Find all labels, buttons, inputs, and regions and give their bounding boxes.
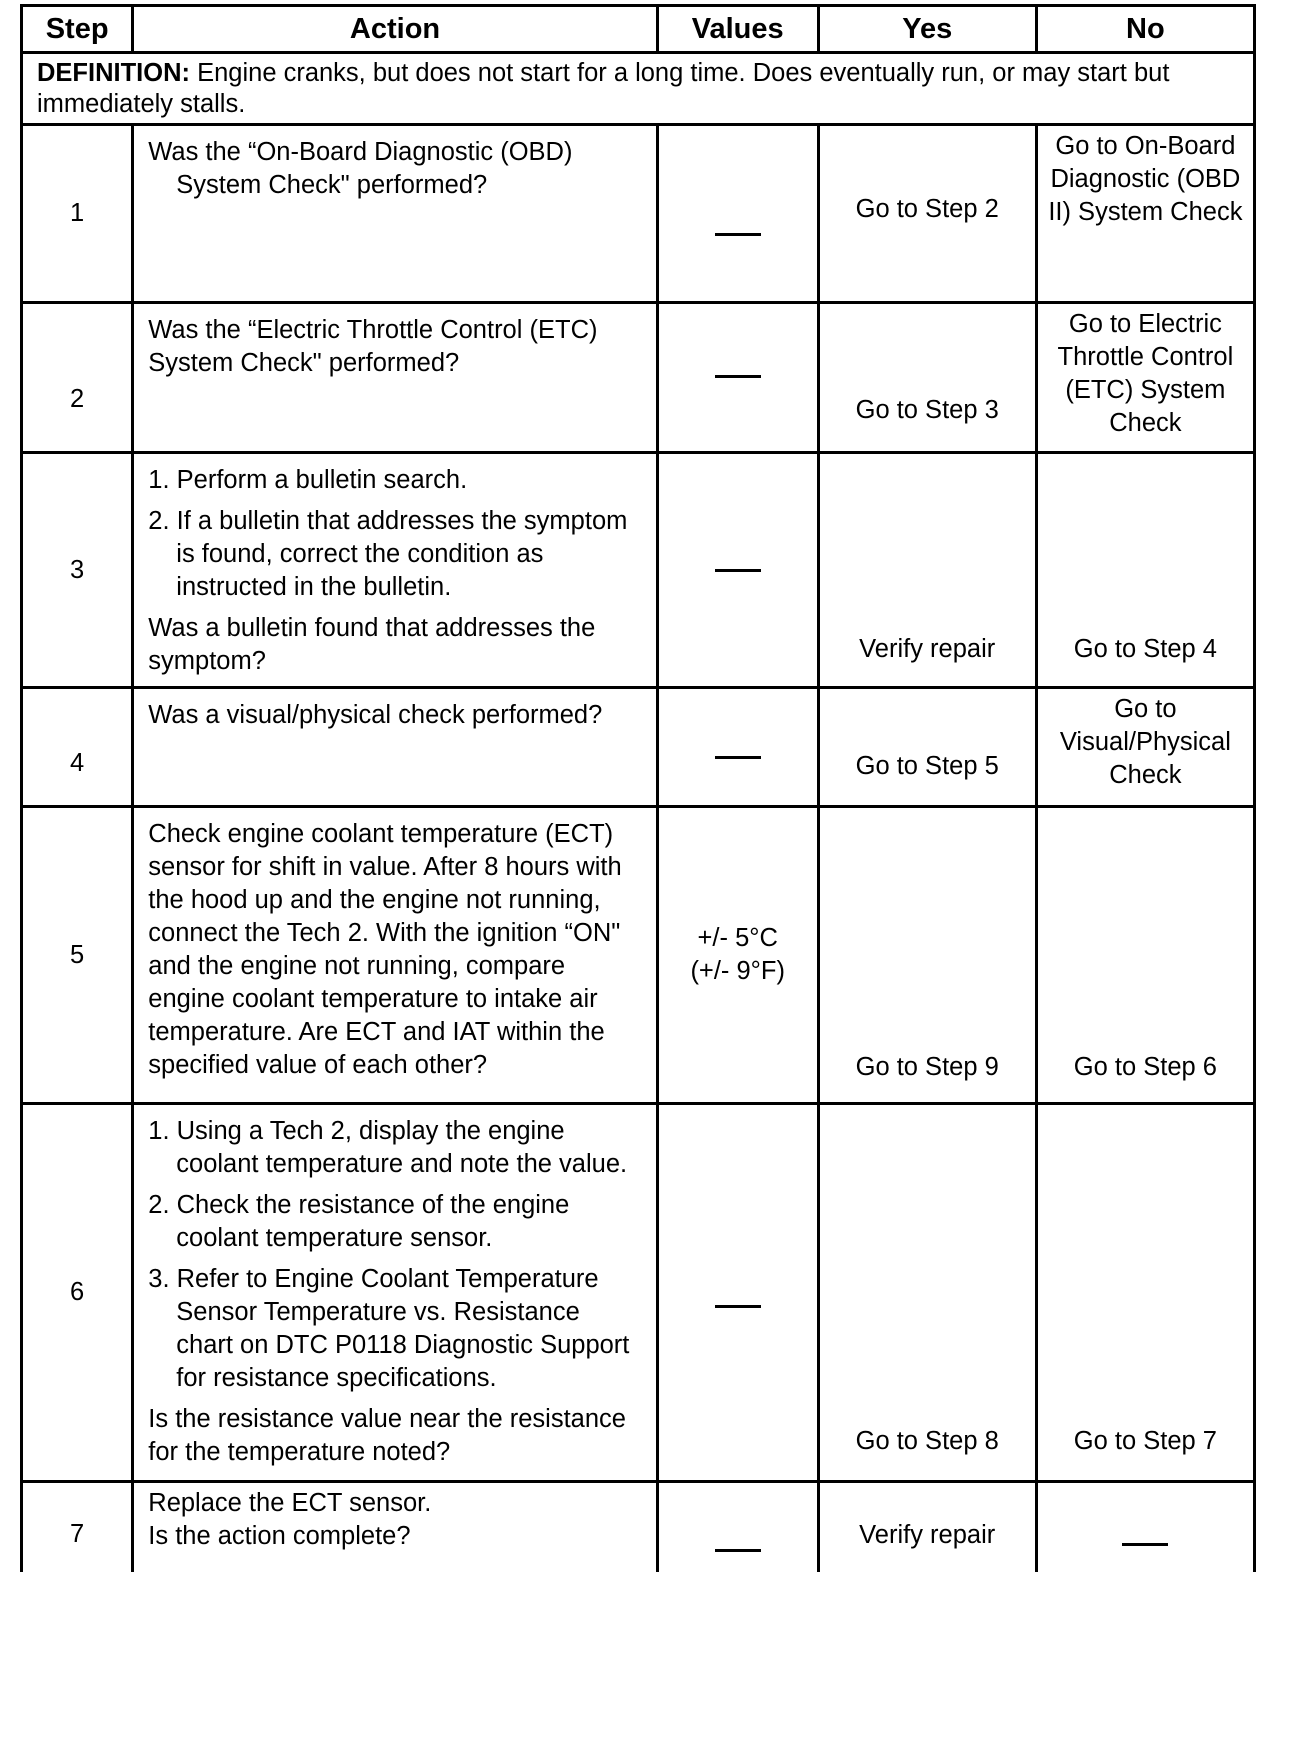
action-text: Was the “Electric Throttle Control (ETC) System Check" performed? — [133, 303, 657, 453]
step-number: 2 — [22, 303, 133, 453]
action-text: Replace the ECT sensor. — [148, 1489, 432, 1517]
list-item-text: 2. Check the resistance of the engine coolant temperature sensor. — [148, 1191, 570, 1252]
values-cell — [657, 453, 818, 688]
table-row — [22, 453, 1255, 688]
list-item — [148, 1263, 641, 1395]
yes-cell: Verify repair — [818, 1482, 1036, 1572]
action-question: Is the resistance value near the resistance for the temperature noted? — [148, 1405, 626, 1466]
no-cell — [1036, 1482, 1254, 1572]
step-number: 3 — [22, 453, 133, 688]
action-text: Is the action complete? — [148, 1522, 411, 1550]
values-text: +/- 5°C — [697, 924, 778, 952]
header-no: No — [1036, 6, 1254, 53]
action-cell — [133, 453, 657, 688]
step-number: 7 — [22, 1482, 133, 1572]
values-cell — [657, 1482, 818, 1572]
yes-cell: Verify repair — [818, 453, 1036, 688]
action-text: Check engine coolant temperature (ECT) sensor for shift in value. After 8 hours with the hood up and the engine not running, connect the Tech 2. With the ignition “ON" and the engine not running, compare engine coolant temperature to intake air temperature. Are ECT and IAT within the specified value of each other? — [133, 807, 657, 1104]
no-cell: Go to Step 4 — [1036, 453, 1254, 688]
action-cell — [133, 1104, 657, 1482]
dash-mark — [715, 1305, 761, 1308]
diagnostic-table-frame — [20, 4, 1256, 1572]
definition-cell — [22, 53, 1255, 125]
list-item — [148, 1115, 641, 1181]
values-cell — [657, 807, 818, 1104]
table-row — [22, 807, 1255, 1104]
header-action: Action — [133, 6, 657, 53]
header-step: Step — [22, 6, 133, 53]
yes-cell: Go to Step 2 — [818, 125, 1036, 303]
values-text: (+/- 9°F) — [690, 957, 785, 985]
header-yes: Yes — [818, 6, 1036, 53]
step-number: 4 — [22, 688, 133, 807]
table-row — [22, 1482, 1255, 1572]
values-cell — [657, 1104, 818, 1482]
yes-cell: Go to Step 3 — [818, 303, 1036, 453]
no-cell: Go to On-Board Diagnostic (OBD II) System Check — [1036, 125, 1254, 303]
dash-mark — [1122, 1543, 1168, 1546]
values-cell — [657, 303, 818, 453]
yes-cell: Go to Step 5 — [818, 688, 1036, 807]
no-cell: Go to Visual/Physical Check — [1036, 688, 1254, 807]
table-row — [22, 125, 1255, 303]
dash-mark — [715, 1549, 761, 1552]
dash-mark — [715, 375, 761, 378]
values-cell — [657, 125, 818, 303]
step-number: 1 — [22, 125, 133, 303]
table-row — [22, 688, 1255, 807]
list-item-text: 1. Using a Tech 2, display the engine coolant temperature and note the value. — [148, 1117, 628, 1178]
no-cell: Go to Step 7 — [1036, 1104, 1254, 1482]
list-item-text: 3. Refer to Engine Coolant Temperature Sensor Temperature vs. Resistance chart on DTC P0118 Diagnostic Support for resistance specifications. — [148, 1265, 630, 1392]
diagnostic-table — [20, 4, 1256, 1572]
list-item — [148, 1189, 641, 1255]
list-item-text: 1. Perform a bulletin search. — [148, 466, 468, 494]
no-cell: Go to Step 6 — [1036, 807, 1254, 1104]
list-item — [148, 464, 641, 497]
action-question: Was a bulletin found that addresses the symptom? — [148, 614, 596, 675]
values-cell — [657, 688, 818, 807]
list-item-text: 2. If a bulletin that addresses the symptom is found, correct the condition as instructed in the bulletin. — [148, 507, 628, 601]
definition-text: Engine cranks, but does not start for a long time. Does eventually run, or may start but immediately stalls. — [37, 59, 1170, 118]
dash-mark — [715, 756, 761, 759]
action-steps — [148, 1115, 641, 1395]
definition-row — [22, 53, 1255, 125]
no-cell: Go to Electric Throttle Control (ETC) System Check — [1036, 303, 1254, 453]
dash-mark — [715, 569, 761, 572]
step-number: 5 — [22, 807, 133, 1104]
action-text: Was a visual/physical check performed? — [133, 688, 657, 807]
dash-mark — [715, 233, 761, 236]
definition-label: DEFINITION: — [37, 59, 190, 87]
list-item — [148, 505, 641, 604]
header-values: Values — [657, 6, 818, 53]
header-row — [22, 6, 1255, 53]
action-text: Was the “On-Board Diagnostic (OBD) — [148, 138, 573, 166]
table-row — [22, 1104, 1255, 1482]
action-text-cont: System Check" performed? — [176, 171, 488, 199]
step-number: 6 — [22, 1104, 133, 1482]
yes-cell: Go to Step 9 — [818, 807, 1036, 1104]
action-cell — [133, 1482, 657, 1572]
action-cell — [133, 125, 657, 303]
table-row — [22, 303, 1255, 453]
yes-cell: Go to Step 8 — [818, 1104, 1036, 1482]
action-steps — [148, 464, 641, 604]
